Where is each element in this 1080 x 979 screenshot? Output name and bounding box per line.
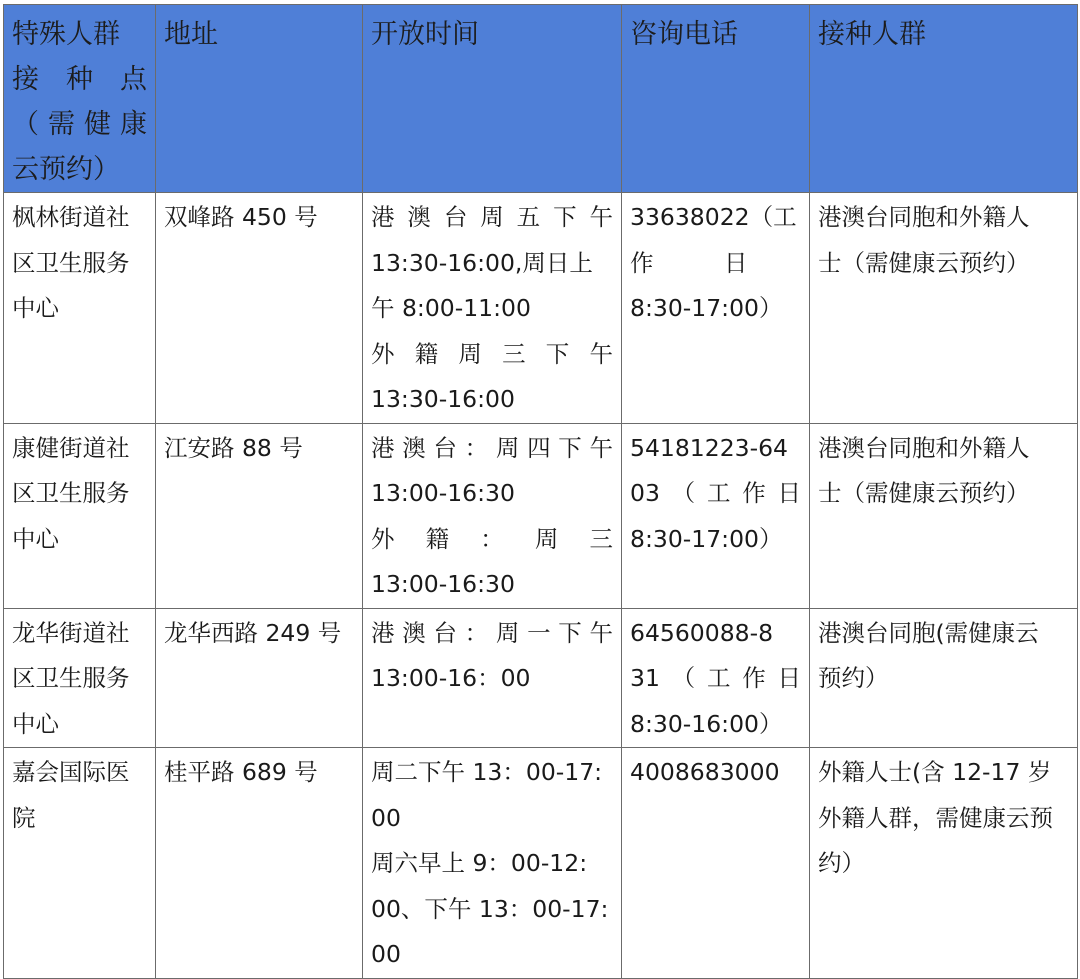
cell-phone: [622, 748, 810, 979]
cell-line: 区卫生服务: [12, 664, 130, 692]
vaccination-sites-table-wrap: [3, 4, 1078, 979]
header-group-label: 接种人群: [818, 19, 926, 50]
cell-line: 港澳台周五下午: [371, 203, 613, 231]
cell-line: 作 日: [630, 248, 748, 277]
cell-line: 港澳台同胞和外籍人: [818, 433, 1030, 462]
header-hours: [363, 5, 622, 193]
table-row: [4, 423, 1078, 608]
cell-line: 龙华西路 249 号: [164, 618, 342, 647]
cell-line: 院: [12, 803, 36, 832]
cell-line: 33638022（工: [630, 203, 797, 231]
table-row: [4, 608, 1078, 748]
cell-line: 约）: [818, 849, 865, 877]
cell-line: 龙华街道社: [12, 618, 130, 647]
cell-group: [810, 748, 1078, 979]
header-phone: [622, 5, 810, 193]
header-site-line: 接 种 点: [12, 64, 147, 95]
header-address: [156, 5, 363, 193]
cell-address: [156, 193, 363, 424]
cell-group: [810, 608, 1078, 748]
cell-address: [156, 423, 363, 608]
cell-line: 双峰路 450 号: [164, 203, 318, 231]
cell-line: 港澳台：周四下午: [371, 433, 613, 462]
table-row: [4, 748, 1078, 979]
cell-line: 03（工作日: [630, 479, 801, 507]
header-group: [810, 5, 1078, 193]
cell-line: 周六早上 9：00-12:: [371, 849, 588, 877]
cell-line: 士（需健康云预约）: [818, 479, 1030, 507]
cell-line: 13:30-16:00: [371, 385, 515, 413]
cell-line: 13:00-16:30: [371, 479, 515, 507]
cell-line: 周二下午 13：00-17:: [371, 758, 603, 786]
header-site: [4, 5, 156, 193]
cell-line: 中心: [12, 294, 59, 322]
cell-group: [810, 193, 1078, 424]
cell-line: 预约）: [818, 664, 889, 692]
header-hours-label: 开放时间: [371, 19, 479, 50]
cell-phone: [622, 423, 810, 608]
cell-line: 枫林街道社: [12, 203, 130, 231]
cell-line: 00: [371, 940, 401, 968]
cell-line: 13:00-16:30: [371, 570, 515, 598]
cell-line: 中心: [12, 524, 59, 553]
cell-line: 外籍周三下午: [371, 339, 613, 368]
cell-line: 午 8:00-11:00: [371, 294, 531, 322]
cell-line: 00: [371, 803, 401, 832]
cell-line: 31（工作日: [630, 664, 801, 692]
cell-line: 64560088-8: [630, 618, 774, 647]
header-site-line: （需健康: [12, 109, 147, 140]
cell-line: 区卫生服务: [12, 479, 130, 507]
cell-line: 00、下午 13：00-17:: [371, 894, 609, 923]
vaccination-sites-table: [3, 4, 1078, 979]
header-row: [4, 5, 1078, 193]
cell-line: 8:30-17:00）: [630, 294, 783, 322]
cell-hours: [363, 423, 622, 608]
cell-line: 区卫生服务: [12, 248, 130, 277]
cell-line: 桂平路 689 号: [164, 758, 318, 786]
header-site-line: 特殊人群: [12, 19, 120, 50]
cell-hours: [363, 748, 622, 979]
cell-line: 4008683000: [630, 758, 780, 786]
cell-line: 外籍人士(含 12-17 岁: [818, 758, 1052, 786]
cell-line: 江安路 88 号: [164, 433, 303, 462]
table-row: [4, 193, 1078, 424]
cell-site: [4, 423, 156, 608]
cell-line: 港澳台同胞(需健康云: [818, 618, 1039, 647]
cell-phone: [622, 193, 810, 424]
cell-line: 外籍：周三: [371, 524, 613, 553]
cell-site: [4, 748, 156, 979]
cell-line: 54181223-64: [630, 433, 788, 462]
cell-line: 13:30-16:00,周日上: [371, 248, 593, 277]
cell-site: [4, 193, 156, 424]
cell-phone: [622, 608, 810, 748]
cell-line: 士（需健康云预约）: [818, 248, 1030, 277]
cell-group: [810, 423, 1078, 608]
cell-hours: [363, 193, 622, 424]
cell-line: 港澳台同胞和外籍人: [818, 203, 1030, 231]
cell-line: 嘉会国际医: [12, 758, 130, 786]
cell-line: 康健街道社: [12, 433, 130, 462]
cell-address: [156, 748, 363, 979]
header-address-label: 地址: [164, 19, 218, 50]
header-phone-label: 咨询电话: [630, 19, 738, 50]
cell-line: 外籍人群，需健康云预: [818, 803, 1053, 832]
cell-hours: [363, 608, 622, 748]
cell-address: [156, 608, 363, 748]
cell-line: 13:00-16：00: [371, 664, 531, 692]
cell-site: [4, 608, 156, 748]
cell-line: 8:30-16:00）: [630, 709, 783, 738]
header-site-line: 云预约）: [12, 154, 120, 185]
cell-line: 中心: [12, 709, 59, 738]
cell-line: 8:30-17:00）: [630, 524, 783, 553]
cell-line: 港澳台：周一下午: [371, 618, 613, 647]
